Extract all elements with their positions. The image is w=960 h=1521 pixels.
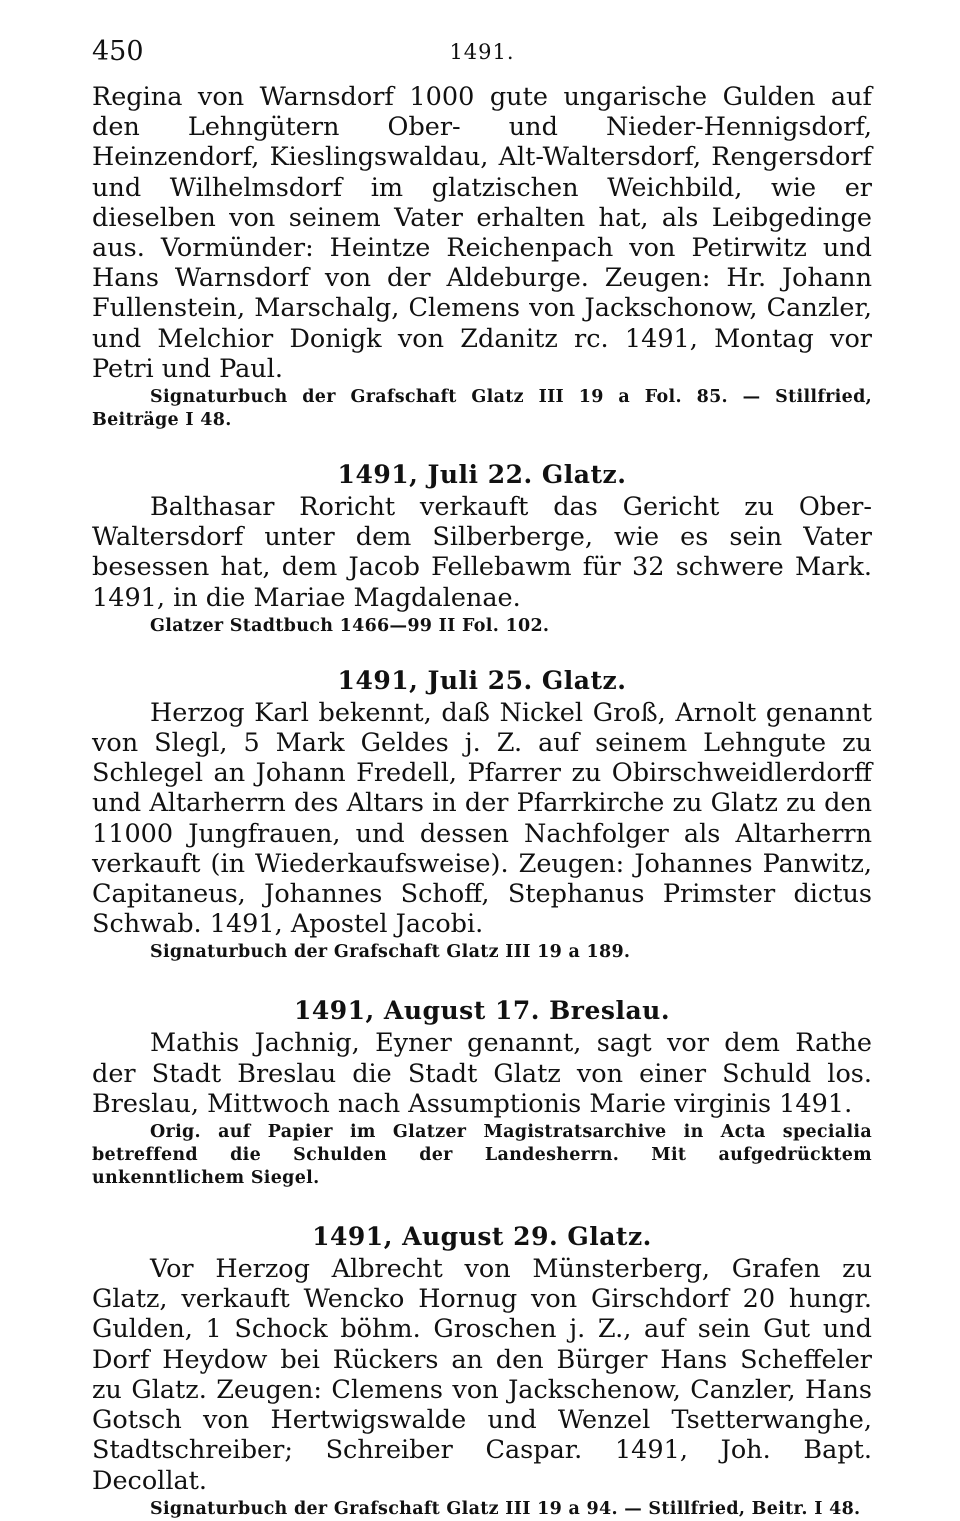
entry-source: Signaturbuch der Grafschaft Glatz III 19 a 189. (150, 942, 631, 963)
entry-heading: 1491, August 29. Glatz. (312, 1222, 652, 1252)
entry-heading: 1491, August 17. Breslau. (293, 996, 671, 1026)
entry-source: Signaturbuch der Grafschaft Glatz III 19 a Fol. 85. — Stillfried, Beiträge I 48. (92, 387, 872, 431)
entry-source: Signaturbuch der Grafschaft Glatz III 19 a 94. — Stillfried, Beitr. I 48. (150, 1498, 861, 1519)
document-page (92, 30, 872, 1521)
entry-text: Mathis Jachnig, Eyner genannt, sagt vor dem Rathe der Stadt Breslau die Stadt Glatz von einer Schuld los. Breslau, Mittwoch nach Assumptionis Marie virginis 1491. (92, 1028, 872, 1119)
entry-1491-juli-25 (92, 664, 872, 965)
entry-text: Balthasar Roricht verkauft das Gericht zu Ober-Waltersdorf unter dem Silberberge, wie es sein Vater besessen hat, dem Jacob Fellebawm für 32 schwere Mark. 1491, in die Mariae Magdalenae. (92, 492, 872, 613)
page-number: 450 (92, 36, 144, 67)
entry-1491-august-29 (92, 1220, 872, 1521)
entry-1491-juli-22 (92, 458, 872, 638)
entry-continued (92, 82, 872, 432)
running-title: 1491. (449, 40, 515, 64)
entry-1491-august-17 (92, 994, 872, 1190)
entry-source: Glatzer Stadtbuch 1466—99 II Fol. 102. (150, 615, 550, 636)
entry-text: Regina von Warnsdorf 1000 gute ungarische Gulden auf den Lehngütern Ober- und Nieder-Hennigsdorf, Heinzendorf, Kieslingswaldau, Alt-Waltersdorf, Rengersdorf und Wilhelmsdorf im glatzischen Weichbild, wie er dieselben von seinem Vater erhalten hat, als Leibgedinge aus. Vormünder: Heintze Reichenpach von Petirwitz und Hans Warnsdorf von der Aldeburge. Zeugen: Hr. Johann Fullenstein, Marschalg, Clemens von Jackschonow, Canzler, und Melchior Donigk von Zdanitz rc. 1491, Montag vor Petri und Paul. (92, 82, 872, 384)
entry-text: Herzog Karl bekennt, daß Nickel Groß, Arnolt genannt von Slegl, 5 Mark Geldes j. Z. auf seinem Lehngute zu Schlegel an Johann Fredell, Pfarrer zu Obirschweidlerdorff und Altarherrn des Altars in der Pfarrkirche zu Glatz zu den 11000 Jungfrauen, und dessen Nachfolger als Altarherrn verkauft (in Wiederkaufsweise). Zeugen: Johannes Panwitz, Capitaneus, Johannes Schoff, Stephanus Primster dictus Schwab. 1491, Apostel Jacobi. (92, 697, 872, 940)
entry-heading: 1491, Juli 22. Glatz. (337, 460, 627, 490)
entry-heading: 1491, Juli 25. Glatz. (337, 665, 627, 695)
page-header (92, 30, 872, 78)
entry-source: Orig. auf Papier im Glatzer Magistratsarchive in Acta specialia betreffend die Schulden der Landesherrn. Mit aufgedrücktem unkenntlichem Siegel. (92, 1122, 872, 1189)
entry-text: Vor Herzog Albrecht von Münsterberg, Grafen zu Glatz, verkauft Wencko Hornug von Girschdorf 20 hungr. Gulden, 1 Schock böhm. Groschen j. Z., auf sein Gut und Dorf Heydow bei Rückers an den Bürger Hans Scheffeler zu Glatz. Zeugen: Clemens von Jackschenow, Canzler, Hans Gotsch von Hertwigswalde und Wenzel Tsetterwanghe, Stadtschreiber; Schreiber Caspar. 1491, Joh. Bapt. Decollat. (92, 1254, 872, 1496)
